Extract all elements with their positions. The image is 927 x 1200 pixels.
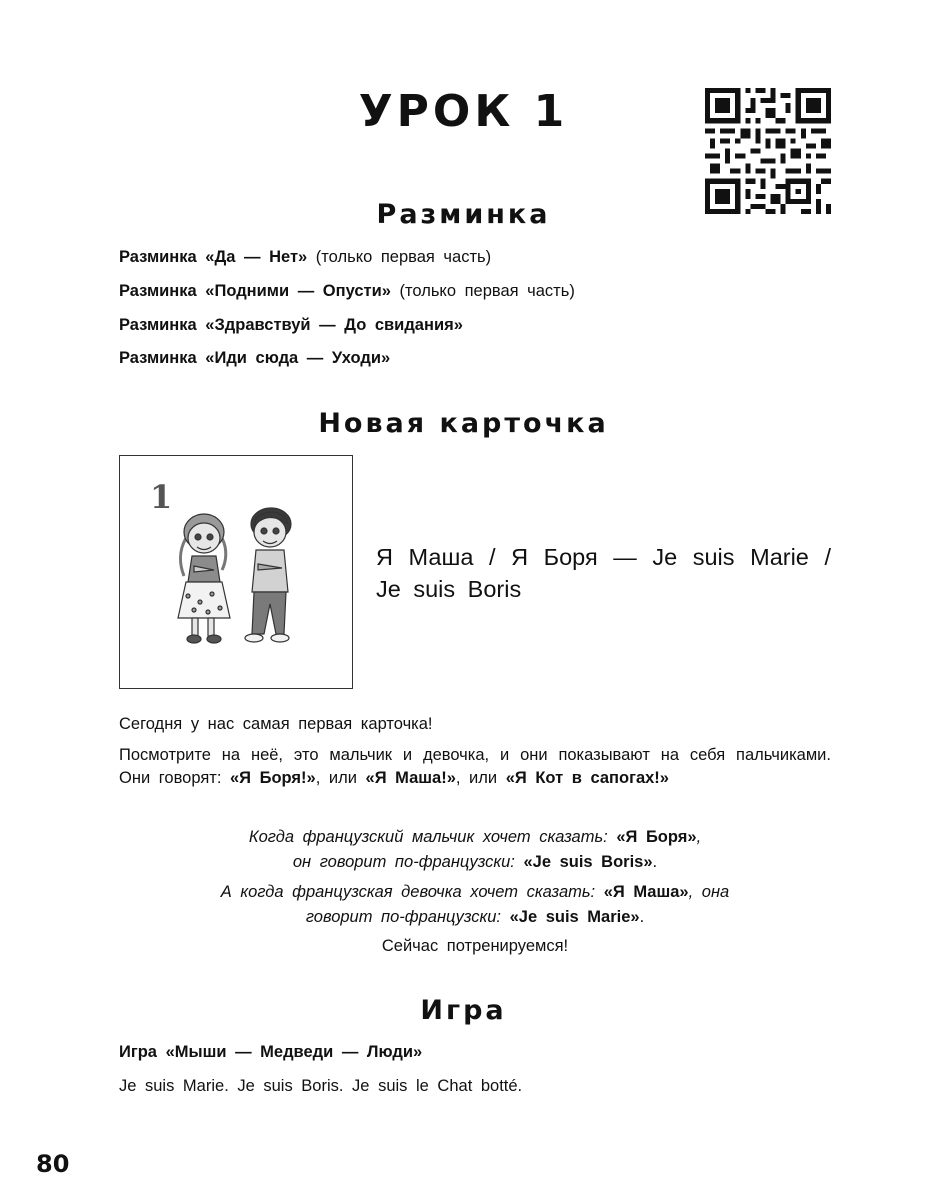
punctuation: . xyxy=(652,853,658,871)
kids-illustration-icon xyxy=(176,506,306,656)
card-caption: Я Маша / Я Боря — Je suis Marie / Je suis Boris xyxy=(376,544,831,602)
warmup-item xyxy=(119,248,491,267)
paragraph-intro: Сегодня у нас самая первая карточка! xyxy=(119,715,433,733)
italic-text: , xyxy=(696,828,702,846)
card-number: 1 xyxy=(150,478,173,516)
quote-bold: «Я Маша!» xyxy=(365,769,456,787)
italic-text: , она xyxy=(688,883,730,901)
game-phrase: Je suis Marie. Je suis Boris. Je suis le Chat botté. xyxy=(119,1077,523,1095)
quote-bold: «Я Боря» xyxy=(616,828,697,846)
boy-explanation xyxy=(119,825,831,875)
game-title-text: Игра «Мыши — Медведи — Люди» xyxy=(119,1043,423,1061)
warmup-item xyxy=(119,282,575,301)
warmup-item-title: Разминка «Иди сюда — Уходи» xyxy=(119,349,391,367)
page-number: 80 xyxy=(36,1150,70,1178)
new-card-heading: Новая карточка xyxy=(318,408,609,439)
punctuation: . xyxy=(639,908,645,926)
quote-bold: «Je suis Marie» xyxy=(509,908,640,926)
warmup-item-title: Разминка «Здравствуй — До свидания» xyxy=(119,316,463,334)
warmup-item-title: Разминка «Да — Нет» xyxy=(119,248,308,266)
qr-code-icon[interactable] xyxy=(705,88,831,214)
italic-text: он говорит по-французски: xyxy=(292,853,524,871)
quote-bold: «Я Кот в сапогах!» xyxy=(505,769,669,787)
practice-line: Сейчас потренируемся! xyxy=(381,937,569,955)
warmup-item xyxy=(119,349,390,368)
italic-text: говорит по-французски: xyxy=(305,908,510,926)
game-heading: Игра xyxy=(420,995,507,1026)
warmup-heading: Разминка xyxy=(376,199,551,230)
quote-bold: «Я Боря!» xyxy=(230,769,316,787)
paragraph-text: , или xyxy=(315,769,366,787)
lesson-title: УРОК 1 xyxy=(358,86,569,137)
quote-bold: «Я Маша» xyxy=(603,883,689,901)
warmup-item-note: (только первая часть) xyxy=(390,282,575,300)
warmup-item xyxy=(119,316,463,335)
paragraph-text: , или xyxy=(455,769,506,787)
quote-bold: «Je suis Boris» xyxy=(523,853,653,871)
warmup-item-title: Разминка «Подними — Опусти» xyxy=(119,282,391,300)
warmup-item-note: (только первая часть) xyxy=(307,248,492,266)
italic-text: А когда французская девочка хочет сказать: xyxy=(220,883,604,901)
flashcard xyxy=(119,455,353,689)
paragraph-description xyxy=(119,744,831,790)
girl-explanation xyxy=(119,880,831,930)
italic-text: Когда французский мальчик хочет сказать: xyxy=(248,828,617,846)
game-title xyxy=(119,1043,422,1062)
paragraph-text: Посмотрите на неё, это мальчик и девочка, и они показывают на себя пальчиками. Они говорят: xyxy=(119,746,831,787)
